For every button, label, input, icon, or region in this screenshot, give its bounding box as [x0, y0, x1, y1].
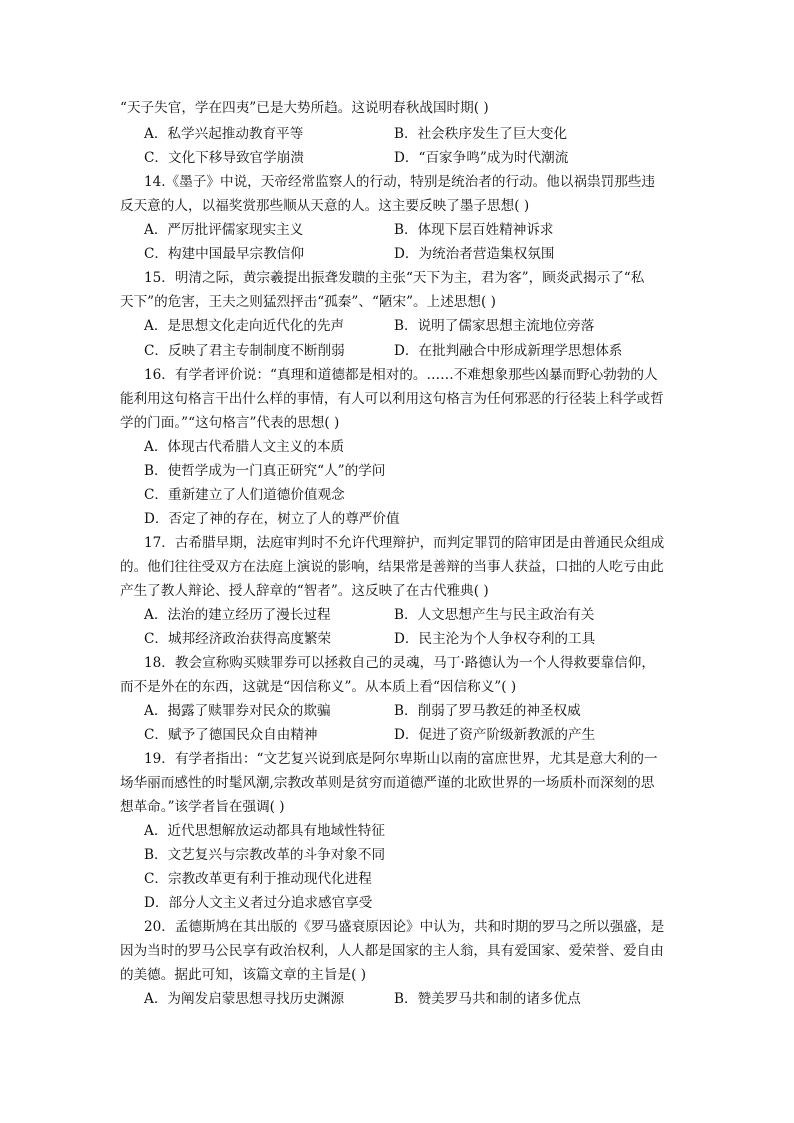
q19-option-c: C．宗教改革更有利于推动现代化进程 — [144, 871, 372, 887]
q14-option-a: A．严厉批评儒家现实主义 — [144, 222, 304, 238]
q13-option-d: D．“百家争鸣”成为时代潮流 — [394, 150, 569, 166]
q14-option-b: B．体现下层百姓精神诉求 — [394, 222, 554, 238]
q16-option-c: C．重新建立了人们道德价值观念 — [144, 487, 345, 503]
question-17-stem-line-2: 的。他们往往受双方在法庭上演说的影响，结果常是善辩的当事人获益，口拙的人吃亏由此 — [120, 559, 664, 575]
q17-option-b: B．人文思想产生与民主政治有关 — [394, 607, 595, 623]
q20-option-a: A．为阐发启蒙思想寻找历史渊源 — [144, 991, 345, 1007]
question-19-stem-line-1: 19．有学者指出：“文艺复兴说到底是阿尔卑斯山以南的富庶世界，尤其是意大利的一 — [144, 751, 658, 767]
question-20-stem-line-3: 的美德。据此可知，该篇文章的主旨是( ) — [120, 967, 367, 983]
question-20-stem-line-1: 20．孟德斯鸠在其出版的《罗马盛衰原因论》中认为，共和时期的罗马之所以强盛，是 — [144, 919, 665, 935]
q19-option-d: D．部分人文主义者过分追求感官享受 — [144, 895, 373, 911]
q15-option-b: B．说明了儒家思想主流地位旁落 — [394, 318, 595, 334]
q19-option-b: B．文艺复兴与宗教改革的斗争对象不同 — [144, 847, 386, 863]
q18-option-b: B．削弱了罗马教廷的神圣权威 — [394, 703, 581, 719]
question-19-stem-line-2: 场华丽而感性的时髦风潮,宗教改革则是贫穷而道德严谨的北欧世界的一场质朴而深刻的思 — [120, 775, 655, 791]
question-13-stem: “天子失官，学在四夷”已是大势所趋。这说明春秋战国时期( ) — [120, 100, 489, 116]
question-15-stem-line-1: 15．明清之际，黄宗羲提出振聋发聩的主张“天下为主，君为客”，顾炎武揭示了“私 — [144, 270, 645, 286]
q17-option-a: A．法治的建立经历了漫长过程 — [144, 607, 331, 623]
q15-option-a: A．是思想文化走向近代化的先声 — [144, 318, 345, 334]
question-14-stem-line-2: 反天意的人，以福奖赏那些顺从天意的人。这主要反映了墨子思想( ) — [120, 198, 530, 214]
q16-option-b: B．使哲学成为一门真正研究“人”的学问 — [144, 463, 386, 479]
q17-option-c: C．城邦经济政治获得高度繁荣 — [144, 631, 332, 647]
question-15-stem-line-2: 天下”的危害，王夫之则猛烈抨击“孤秦”、“陋宋”。上述思想( ) — [120, 294, 496, 310]
question-16-stem-line-1: 16．有学者评价说：“真理和道德都是相对的。……不难想象那些凶暴而野心勃勃的人 — [144, 367, 658, 383]
question-20-stem-line-2: 因为当时的罗马公民享有政治权利，人人都是国家的主人翁，具有爱国家、爱荣誉、爱自由 — [120, 943, 664, 959]
q14-option-d: D．为统治者营造集权氛围 — [394, 246, 555, 262]
question-19-stem-line-3: 想革命。”该学者旨在强调( ) — [120, 799, 285, 815]
q18-option-a: A．揭露了赎罪券对民众的欺骗 — [144, 703, 331, 719]
q13-option-b: B．社会秩序发生了巨大变化 — [394, 126, 568, 142]
question-17-stem-line-1: 17．古希腊早期，法庭审判时不允许代理辩护，而判定罪罚的陪审团是由普通民众组成 — [144, 535, 665, 551]
q15-option-d: D．在批判融合中形成新理学思想体系 — [394, 343, 623, 359]
q17-option-d: D．民主沦为个人争权夺利的工具 — [394, 631, 596, 647]
question-14-stem-line-1: 14.《墨子》中说，天帝经常监察人的行动，特别是统治者的行动。他以祸祟罚那些违 — [144, 174, 655, 190]
q16-option-a: A．体现古代希腊人文主义的本质 — [144, 439, 345, 455]
q13-option-a: A．私学兴起推动教育平等 — [144, 126, 304, 142]
question-16-stem-line-3: 学的门面。”“这句格言”代表的思想( ) — [120, 415, 340, 431]
question-16-stem-line-2: 能利用这句格言干出什么样的事情，有人可以利用这句格言为任何邪恶的行径装上科学或哲 — [120, 391, 664, 407]
q19-option-a: A．近代思想解放运动都具有地域性特征 — [144, 823, 385, 839]
question-17-stem-line-3: 产生了教人辩论、授人辞章的“智者”。这反映了在古代雅典( ) — [120, 583, 489, 599]
q18-option-d: D．促进了资产阶级新教派的产生 — [394, 727, 596, 743]
q15-option-c: C．反映了君主专制制度不断削弱 — [144, 343, 345, 359]
question-18-stem-line-1: 18．教会宣称购买赎罪券可以拯救自己的灵魂，马丁·路德认为一个人得救要靠信仰， — [144, 655, 655, 671]
question-18-stem-line-2: 而不是外在的东西，这就是“因信称义”。从本质上看“因信称义”( ) — [120, 679, 517, 695]
q13-option-c: C．文化下移导致官学崩溃 — [144, 150, 304, 166]
q14-option-c: C．构建中国最早宗教信仰 — [144, 246, 304, 262]
q18-option-c: C．赋予了德国民众自由精神 — [144, 727, 318, 743]
q20-option-b: B．赞美罗马共和制的诸多优点 — [394, 991, 581, 1007]
q16-option-d: D．否定了神的存在，树立了人的尊严价值 — [144, 511, 400, 527]
